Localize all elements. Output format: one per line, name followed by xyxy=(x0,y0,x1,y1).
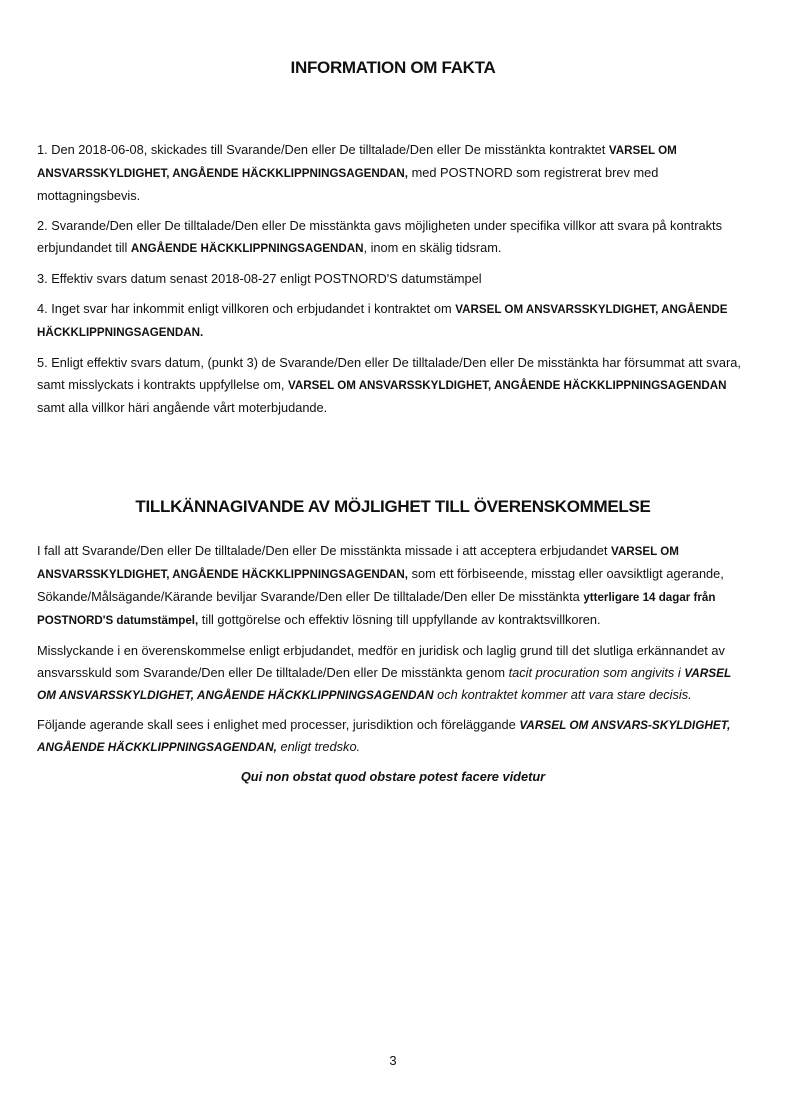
notice-3-italic-end: enligt tredsko. xyxy=(276,739,361,754)
notice-2-text: Misslyckande i en överenskommelse enligt erbjudandet, medför en juridisk och laglig grund till det slutliga erkännandet av ansvarsskuld som Svarande/Den eller De tilltalade/Den eller De misstänkta genom xyxy=(37,643,725,680)
fact-item-1 xyxy=(37,139,749,207)
fact-item-5 xyxy=(37,352,749,419)
notice-1-text-mid: som ett förbiseende, misstag eller oavsiktligt agerande, Sökande/Målsägande/Kärande beviljar Svarande/Den eller De tilltalade/Den eller De misstänkta xyxy=(37,566,724,604)
notice-3-text: Följande agerande skall sees i enlighet med processer, jurisdiktion och föreläggande xyxy=(37,717,520,732)
fact-5-bold: VARSEL OM ANSVARSSKYLDIGHET, ANGÅENDE HÄCKKLIPPNINGSAGENDAN xyxy=(288,379,727,392)
fact-3-text: 3. Effektiv svars datum senast 2018-08-27 enligt POSTNORD'S datumstämpel xyxy=(37,271,482,286)
notice-1-bold: VARSEL OM ANSVARSSKYLDIGHET, ANGÅENDE HÄCKKLIPPNINGSAGENDAN, xyxy=(37,545,679,581)
fact-item-3 xyxy=(37,268,749,290)
notice-2-bold-italic: VARSEL OM ANSVARSSKYLDIGHET, ANGÅENDE HÄCKKLIPPNINGSAGENDAN xyxy=(37,666,732,702)
latin-motto: Qui non obstat quod obstare potest facere videtur xyxy=(240,769,546,784)
fact-1-bold: VARSEL OM ANSVARSSKYLDIGHET, ANGÅENDE HÄCKKLIPPNINGSAGENDAN, xyxy=(37,144,677,180)
page-number: 3 xyxy=(389,1053,397,1068)
notice-1-text: I fall att Svarande/Den eller De tilltalade/Den eller De misstänkta missade i att acceptera erbjudandet xyxy=(37,543,612,558)
heading-information-om-fakta: INFORMATION OM FAKTA xyxy=(290,58,496,77)
fact-2-text: 2. Svarande/Den eller De tilltalade/Den eller De misstänkta gavs möjligheten under specifika villkor att svara på kontrakts erbjundandet till xyxy=(37,218,722,255)
notice-paragraph-3 xyxy=(37,714,749,758)
fact-2-bold: ANGÅENDE HÄCKKLIPPNINGSAGENDAN xyxy=(130,242,364,255)
fact-item-2 xyxy=(37,215,749,260)
fact-1-text-end: med POSTNORD som registrerat brev med mottagningsbevis. xyxy=(37,165,659,203)
notice-2-italic: tacit procuration som angivits i xyxy=(508,665,685,680)
heading-tillkannagivande: TILLKÄNNAGIVANDE AV MÖJLIGHET TILL ÖVERENSKOMMELSE xyxy=(135,497,651,516)
facts-list xyxy=(37,139,749,427)
notice-2-italic-end: och kontraktet kommer att vara stare decisis. xyxy=(433,687,692,702)
fact-1-text: 1. Den 2018-06-08, skickades till Svarande/Den eller De tilltalade/Den eller De misstänkta kontraktet xyxy=(37,142,609,157)
fact-5-text-end: samt alla villkor häri angående vårt moterbjudande. xyxy=(37,400,328,415)
notice-3-bold-italic: VARSEL OM ANSVARS-SKYLDIGHET, ANGÅENDE HÄCKKLIPPNINGSAGENDAN, xyxy=(37,718,731,754)
notice-paragraph-2 xyxy=(37,640,749,706)
fact-5-text: 5. Enligt effektiv svars datum, (punkt 3) de Svarande/Den eller De tilltalade/Den eller De misstänkta har försummat att svara, samt misslyckats i kontrakts uppfyllelse om, xyxy=(37,355,741,392)
fact-4-bold: VARSEL OM ANSVARSSKYLDIGHET, ANGÅENDE HÄCKKLIPPNINGSAGENDAN. xyxy=(37,303,728,339)
fact-4-text: 4. Inget svar har inkommit enligt villkoren och erbjudandet i kontraktet om xyxy=(37,301,456,316)
fact-2-text-end: , inom en skälig tidsram. xyxy=(363,240,502,255)
notice-paragraph-1 xyxy=(37,540,749,632)
notice-1-text-end: till gottgörelse och effektiv lösning till uppfyllande av kontraktsvillkoren. xyxy=(198,612,601,627)
notice-1-deadline: ytterligare 14 dagar från POSTNORD'S datumstämpel, xyxy=(37,591,716,627)
fact-item-4 xyxy=(37,298,749,344)
notice-section xyxy=(37,540,749,796)
